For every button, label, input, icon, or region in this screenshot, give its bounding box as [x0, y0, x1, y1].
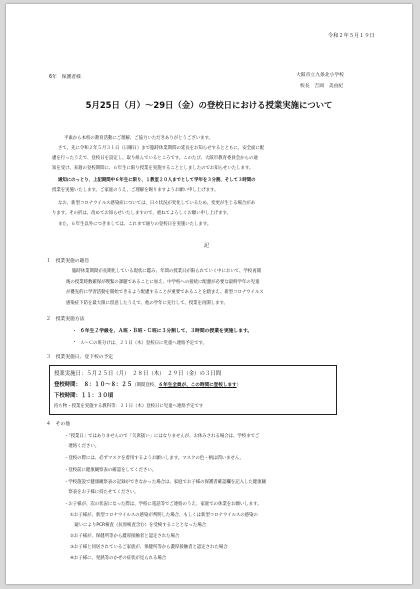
intro-line: さて、先に令和２年５月３１日（日曜日）まで臨時休業期間の延長をお知らせするとともに、安全面に配 [58, 146, 265, 151]
section1-line: が優先的に学習活動を開始できるよう配慮することが重要であることを踏まえ、新型コロナウイルス [66, 290, 264, 295]
intro-line: ります。その折は、改めてお知らせいたしますので、重ねてよろしくお願い申し上げます。 [52, 211, 231, 216]
document-page [6, 4, 412, 584]
schedule-dates: 授業実施日：５月２５日（月） ２８日（木） ２９日（金）の３日間 [54, 371, 222, 377]
section1-line: 臨時休業期間が長期化している現状に鑑み、年間の授業日が限られていく中において、学校再開 [72, 269, 261, 274]
bullet-icon: ・ [72, 329, 77, 334]
arrival-note-end: ） [236, 383, 242, 388]
other-line: ・「授業日」ではありませんので「欠席扱い」にはなりませんが、お休みされる場合は、学校までご [64, 434, 260, 439]
other-line: 察表をお子様に持たせてください。 [64, 490, 139, 495]
recipient: 6年 保護者様 [49, 75, 81, 80]
section1-line: 感染症下防を最大限に留意したうえで、他の学年に先行して、授業を再開します。 [66, 301, 228, 306]
other-line: ・登校前に健康観察表の確認をしてください。 [64, 468, 157, 473]
arrival-emphasis: ６年生全員が、この時間に登校します [158, 383, 237, 388]
bullet-icon: ・ [72, 340, 77, 345]
intro-line: 平素から本校の教育活動にご理解、ご協力いただきありがとうございます。 [64, 136, 213, 141]
arrival-note: （期間登校、 [132, 383, 159, 388]
other-line: ④お子様に、発熱等のかぜの症状が見られる場合 [70, 556, 167, 561]
other-line: 連絡ください。 [64, 444, 100, 449]
schedule-items: 持ち物・授業を実施する教科等：２１日（木）登校日に児童へ連絡予定です [54, 404, 204, 409]
ki-heading: 記 [204, 243, 210, 249]
intro-line: 知を受け、来週の登校期間に、６年生に限り授業を実施することとしましたのでお知らせいたします。 [52, 166, 254, 171]
other-line: ・登校の際には、必ずマスクを着用するようお願いします。マスクの色・柄は問いません。 [64, 456, 244, 461]
schedule-box [49, 365, 337, 415]
section-heading: ２ 授業実施方法 [46, 317, 85, 322]
section-heading: ３ 授業実施日、登下校の予定 [46, 355, 114, 360]
principal-name: 校長 吉岡 美由紀 [300, 84, 344, 89]
other-line: ・お子様が、次の状況になった際は、学校に電話等でご連絡のうえ、家庭での休業をお願いします。 [64, 502, 262, 507]
schedule-arrival [54, 380, 241, 388]
other-line: ・学校施設で健康観察表の記録ができなかった場合は、家庭でお子様の保護者確認欄を記入した健康観 [64, 480, 266, 485]
other-line: ②お子様が、保健所等から濃厚接触者と認定された場合 [70, 534, 180, 539]
other-line: ③お子様と同居されているご家族が、保健所等から濃厚接触者と認定された場合 [70, 545, 228, 550]
intro-line: なお、新型コロナウイルス感染症については、日々状況が変化しているため、変更が生じる場合があ [58, 201, 256, 206]
method-bullet: ６年生２学級を、Ａ班・Ｂ班・Ｃ班に３分割して、３時間の授業を実施します。 [80, 329, 253, 334]
arrival-time: 登校時間： ８：１０～８：２５ [54, 382, 133, 388]
page-title: 5月25日（月）～29日（金）の登校日における授業実施について [85, 100, 333, 110]
schedule-dismissal: 下校時間：１１：３０頃 [54, 393, 114, 399]
intro-line: また、６年生以外につきましては、これまで通りの登校日を実施いたします。 [58, 222, 212, 227]
method-bullet: Ａ～Ｃの班分けは、２１日（木）登校日に児童へ連絡予定です。 [80, 341, 207, 346]
section-heading: ４ その他 [46, 422, 70, 427]
section-heading: １ 授業実施の趣旨 [46, 259, 90, 264]
school-name: 大阪市立九条北小学校 [296, 73, 344, 78]
intro-line: 通知にのっとり、上記期間中６年生に限り、１教室２０人までとして学年を３分割、そして３時間の [58, 178, 256, 183]
section1-line: 後の授業時数確保が喫緊の課題であることに加え、中学校への接続に配慮が必要な最終学年の児童 [66, 280, 260, 285]
other-line: 疑いによりPCR検査（抗原検査含む）を受検することとなった場合 [70, 523, 207, 528]
other-line: ①お子様が、新型コロナウイルスの感染が判明した場合、もしくは新型コロナウイルスの感染の [70, 513, 258, 518]
intro-line: 慮を行ったうえで、登校日を設定し、取り組んでいるところです。このたび、大阪市教育委員会からの通 [52, 156, 258, 161]
document-date: 令和２年５月１９日 [328, 33, 375, 39]
intro-line: 授業を実施いたします。ご家庭のうえ、ご理解を賜りますようお願い申し上げます。 [52, 188, 219, 193]
